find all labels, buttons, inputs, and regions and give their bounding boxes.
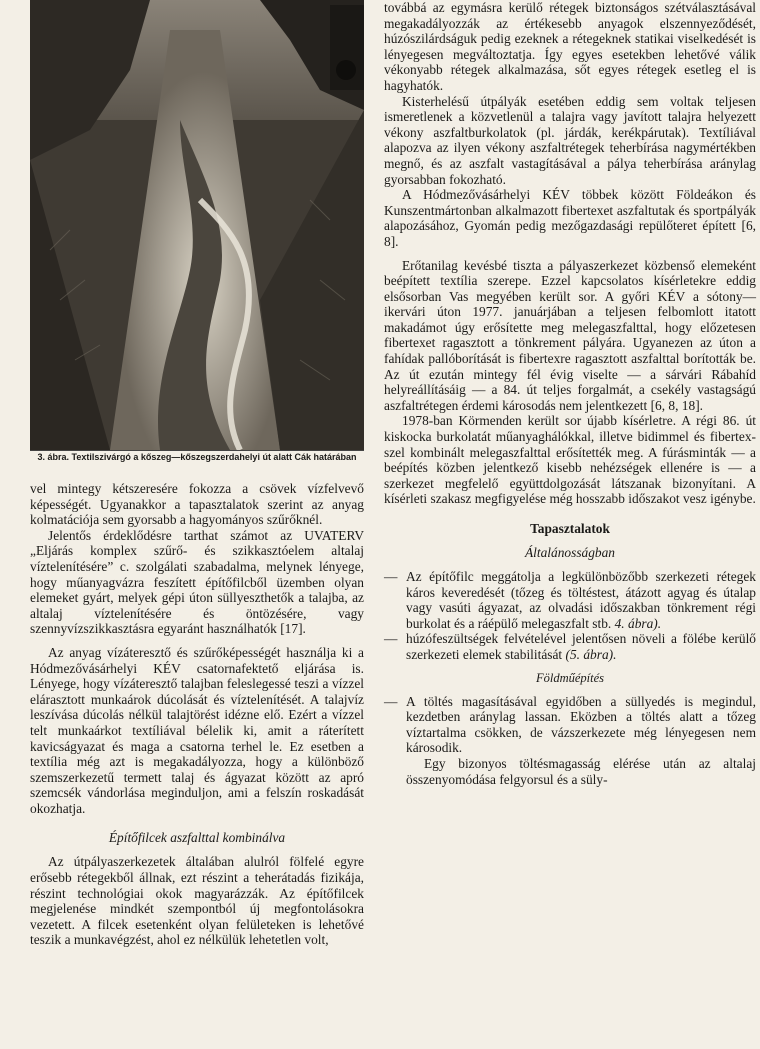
paragraph: továbbá az egymásra kerülő rétegek biztonságos szétválasztásával megakadályozzák az értékesebb anyagok elszennyeződését, húzószilárdságuk pedig ezeknek a rétegeknek statikai viselkedését is lényegesen megváltoztatja. Így egyes esetekben lehetővé válik vékonyabb rétegek alkalmazása, sőt egyes rétegek esetleg el is hagyhatók. — [384, 0, 756, 93]
dash-bullet: — — [384, 569, 398, 584]
paragraph: Jelentős érdeklődésre tarthat számot az UVATERV „Eljárás komplex szűrő- és szikkasztóelem altalaj víztelenítésére” c. szolgálati szabadalma, melynek lényege, hogy műanyagvázra feszített építőfilcből üzemben olyan elemeket gyárt, melyek gépi úton süllyeszthetők a talajba, az altalaj víztelenítésére és öntözésére, vagy szennyvízszikkasztásra egyaránt használhatók [17]. — [30, 527, 364, 637]
list-item — [384, 569, 756, 631]
section-title: Építőfilcek aszfalttal kombinálva — [108, 830, 286, 846]
paragraph: 1978-ban Körmenden került sor újabb kísérletre. A régi 86. út kiskocka burkolatát műanyaghálókkal, illetve bidimmel és fibertex-szel kombinált melegaszfalttal erősítették meg. A fúrásminták — a beépítés közben jelentkező kisebb nehézségek ellenére is — a szerkezet megfelelő együttdolgozását látszanak bizonyítani. A kísérleti szakasz megfigyelése még hosszabb időszakot vesz igénybe. — [384, 413, 756, 507]
paragraph: Egy bizonyos töltésmagasság elérése után az altalaj összenyomódása felgyorsul és a süly- — [406, 755, 756, 787]
list-item-text: A töltés magasításával egyidőben a süllyedés is megindul, kezdetben aránylag lassan. Eközben a töltés alatt a tőzeg víztartalma csökken, de vázszerkezete még lényegesen nem károsodik. — [406, 693, 756, 756]
left-column — [30, 481, 364, 948]
paragraph: Erőtanilag kevésbé tiszta a pályaszerkezet közbenső elemeként beépített textília szerepe. Ezzel kapcsolatos kísérletekre eddig elsősorban Vas megyében került sor. A győri KÉV a sótony—ikervári úton 1977. januárjában a teljesen felbomlott itatott makadámot úgy erősítette meg melegaszfalttal, hogy előzetesen fibertexet ragasztott a tönkrement pályára. Ugyanezen az úton a fahídak pallóborítását is fibertexre ragasztott aszfalttal borították be. Az út ezután mintegy fél évig viselte — a sárvári Rábahíd helyreállításáig — a 84. út teljes forgalmát, a csekély vastagságú aszfaltrétegen érdemi károsodás nem jelentkezett [6, 8, 18]. — [384, 257, 756, 413]
paragraph: vel mintegy kétszeresére fokozza a csövek vízfelvevő képességét. Ugyanakkor a tapasztalatok szerint az anyag kolmatációja sem gyorsabb a hagyományos szűrőknél. — [30, 481, 364, 528]
right-column — [384, 0, 756, 787]
paragraph: Az anyag vízáteresztő és szűrőképességét használja ki a Hódmezővásárhelyi KÉV csatornafektető eljárása is. Lényege, hogy vízáteresztő talajban feleslegessé teszi a vízzel elárasztott munkaárok dúcolását és víztelenítését. A talajvíz leszívása dúcolás nélkül talajtörést idézne elő. Ezért a vízzel telt munkaárkot textíliával bélelik ki, amit a ráterített kavicságyazat és maga a csatorna terhel le. Ez esetben a textília még azt is megakadályozza, hogy a különböző szemszerkezetű termett talaj és ágyazat között az apró szemcsék vándorlása meginduljon, ami a felszín roskadását okozhatja. — [30, 644, 364, 816]
list-item-text: Az építőfilc meggátolja a legkülönbözőbb szerkezeti rétegek káros keveredését (tőzeg és töltéstest, átázott agyag és útalap vagy vasúti ágyazat, az olvadási időszakban tönkrement régi burkolat és a ráépülő melegaszfalt stb. — [406, 569, 756, 631]
paragraph: Az útpályaszerkezetek általában alulról fölfelé egyre erősebb rétegekből állnak, ezt részint a teherátadás fizikája, részint technológiai okok magyarázzák. Az építőfilcek megjelenése mindkét szempontból új megfontolásokra vezetett. A filcek esetenként olyan felületeken is lehetővé teszik a munkavégzést, ahol ez nélkülük lehetetlen volt, — [30, 854, 364, 948]
figure-ref: 4. ábra). — [614, 615, 662, 631]
figure-caption: 3. ábra. Textilszivárgó a kőszeg—kőszegszerdahelyi út alatt Cák határában — [37, 452, 357, 462]
list-item — [384, 694, 756, 756]
paragraph: A Hódmezővásárhelyi KÉV többek között Földeákon és Kunszentmártonban alkalmazott fibertexet aszfaltutak és sportpályák alapozásához, Gyomán pedig mezőgazdasági repülőteret épített [6, 8]. — [384, 187, 756, 249]
drainage-photo-image — [30, 0, 364, 450]
list-item-text: húzófeszültségek felvételével jelentősen növeli a fölébe kerülő szerkezeti elemek stabilitását — [406, 631, 756, 662]
section-heading: Tapasztalatok — [530, 521, 610, 536]
figure-photo — [30, 0, 364, 451]
figure-ref: (5. ábra). — [565, 646, 617, 662]
dash-bullet: — — [384, 631, 398, 647]
subsection-heading: Általánosságban — [524, 545, 616, 560]
paragraph: Kisterhelésű útpályák esetében eddig sem voltak teljesen ismeretlenek a közvetlenül a talajra vagy javított talajra helyezett vékony aszfaltburkolatok (pl. járdák, kerékpárutak). Textíliával alapozva az ilyen vékony aszfaltrétegek teherbírása nagymértékben megnő, és az aszfalt vastagításával a pálya teherbírása aránylag gyorsabban fokozható. — [384, 93, 756, 187]
subsection-heading: Földműépítés — [535, 670, 605, 685]
dash-bullet: — — [384, 693, 398, 709]
list-item — [384, 631, 756, 662]
